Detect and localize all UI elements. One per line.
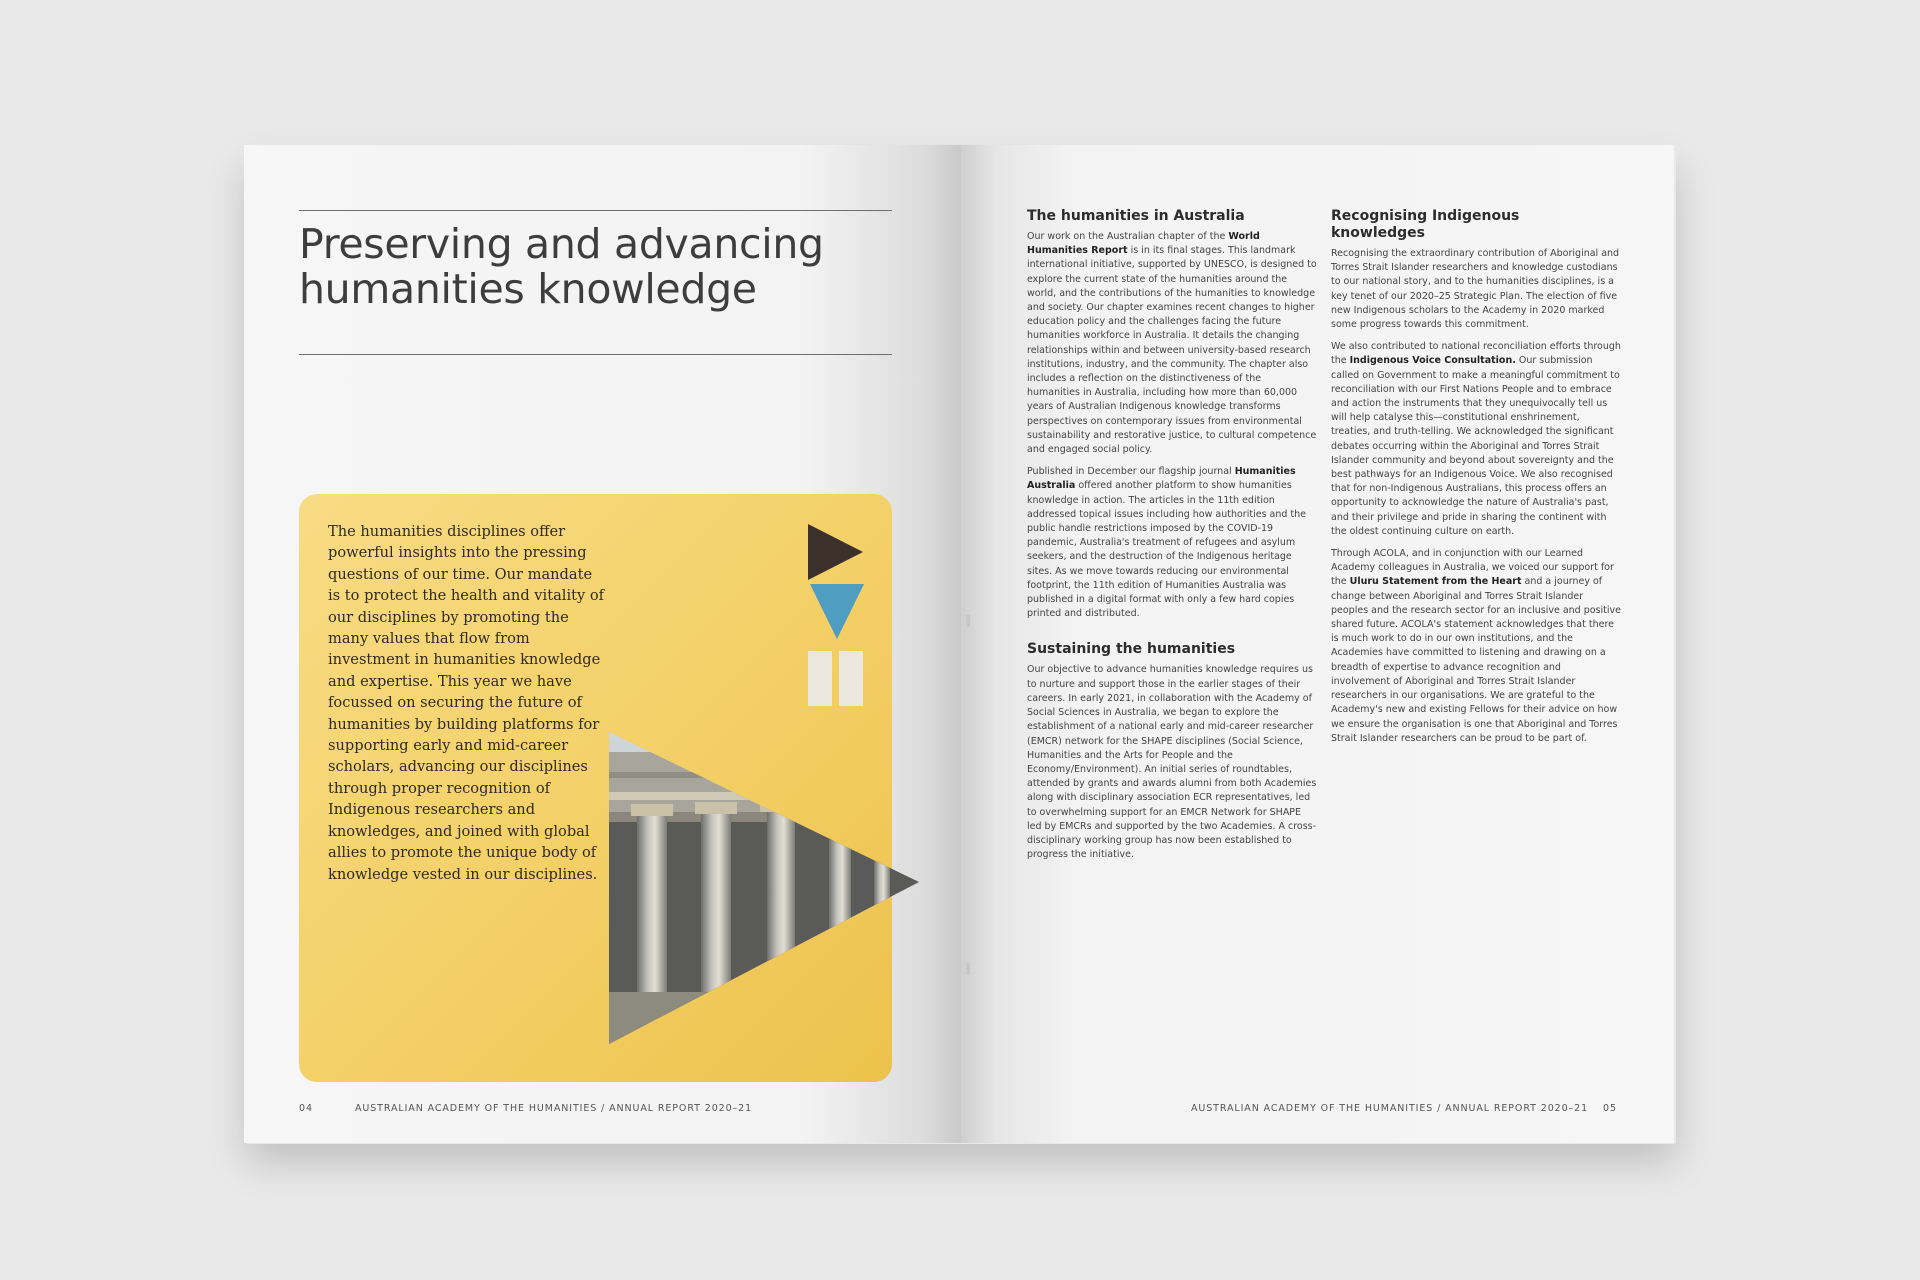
staple-bottom [966,963,970,975]
right-running-footer: AUSTRALIAN ACADEMY OF THE HUMANITIES / ANNUAL REPORT 2020–21 [1191,1103,1589,1114]
paragraph-humanities-australia-journal: Published in December our flagship journal Humanities Australia offered another platform to show humanities knowledge in action. The articles in the 11th edition addressed topical issues including how authorities and the public handle restrictions imposed by the COVID-19 pandemic, Australia's treatment of refugees and asylum seekers, and the destruction of the Indigenous heritage sites. As we move towards reducing our environmental footprint, the 11th edition of Humanities Australia was published in a digital format with only a few hard copies printed and distributed. [1027,466,1307,620]
column-right [1331,208,1621,754]
staple-top [966,615,970,627]
section-spacer [1027,629,1317,641]
paragraph-indigenous-voice: We also contributed to national reconciliation efforts through the Indigenous Voice Consultation. Our submission called on Government to make a meaningful commitment to reconciliation with our First Nations People and to embrace and action the instruments that they unequivocally tell us will help catalyse this—constitutional enshrinement, treaties, and truth-telling. We acknowledged the significant debates occurring within the Aboriginal and Torres Strait Islander community and beyond about sovereignty and the best pathways for an Indigenous Voice. We also recognised that for non-Indigenous Australians, this process offers an opportunity to acknowledge the nature of Australia's past, and their privilege and pride in sharing the continent with the oldest continuing culture on earth. [1331,341,1621,537]
paragraph-world-humanities-report: Our work on the Australian chapter of the World Humanities Report is in its final stages. This landmark international initiative, supported by UNESCO, is designed to explore the current state of the humanities around the world, and the contributions of the humanities to knowledge and society. Our chapter examines recent changes to higher education policy and the challenges facing the future humanities workforce in Australia. It details the changing relationships within and between university-based research institutions, industry, and the community. The chapter also includes a reflection on the distinctiveness of the humanities in Australia, including how more than 60,000 years of Australian Indigenous knowledge transforms perspectives on contemporary issues from environmental sustainability and restorative justice, to cultural competence and engaged social policy. [1027,231,1317,456]
heading-recognising-indigenous-knowledges: Recognising Indigenous knowledges [1331,208,1520,241]
title-line-2: humanities knowledge [299,265,757,313]
heading-sustaining-the-humanities: Sustaining the humanities [1027,641,1236,658]
paragraph-emcr-network: Our objective to advance humanities knowledge requires us to nurture and support those in the earlier stages of their careers. In early 2021, in collaboration with the Academy of Social Sciences in Australia, we began to explore the establishment of a national early and mid-career researcher (EMCR) network for the SHAPE disciplines (Social Science, Humanities and the Arts for People and the Economy/Environment). An initial series of roundtables, attended by grants and awards alumni from both Academies along with disciplinary association ECR representatives, led to overwhelming support for an EMCR Network for SHAPE led by EMCRs and supported by the two Academies. A cross-disciplinary working group has now been established to progress the initiative. [1027,664,1317,861]
down-triangle-icon [810,584,864,639]
left-running-footer: AUSTRALIAN ACADEMY OF THE HUMANITIES / ANNUAL REPORT 2020–21 [355,1103,753,1114]
left-page [244,145,961,1143]
paragraph-strategic-plan: Recognising the extraordinary contribution of Aboriginal and Torres Strait Islander researchers and knowledge custodians to our national story, and to the humanities disciplines, is a key tenet of our 2020–25 Strategic Plan. The election of five new Indigenous scholars to the Academy in 2020 marked some progress towards this commitment. [1331,248,1620,331]
parliament-house-photo-triangle [609,732,929,1044]
right-page [961,145,1674,1143]
pull-quote-text: The humanities disciplines offer powerful insights into the pressing questions of our time. Our mandate is to protect the health and vitality of our disciplines by promoting the many values that flow from investment in humanities knowledge and expertise. This year we have focussed on securing the future of humanities by building platforms for supporting early and mid-career scholars, advancing our disciplines through proper recognition of Indigenous researchers and knowledges, and joined with global allies to promote the unique body of knowledge vested in our disciplines. [328,523,605,883]
page-title [299,222,859,312]
paragraph-uluru-statement: Through ACOLA, and in conjunction with our Learned Academy colleagues in Australia, we voiced our support for the Uluru Statement from the Heart and a journey of change between Aboriginal and Torres Strait Islander peoples and the research sector for an inclusive and positive shared future. ACOLA's statement acknowledges that there is much work to do in our own institutions, and the Academies have committed to listening and drawing on a breadth of expertise to advance recognition and involvement of Aboriginal and Torres Strait Islander researchers in our organisations. We are grateful to the Academy's new and existing Fellows for their advice on how we ensure the organisation is one that Aboriginal and Torres Strait Islander researchers can be proud to be part of. [1331,548,1621,744]
play-triangle-icon [808,524,866,580]
title-top-rule [299,210,892,211]
title-line-1: Preserving and advancing [299,220,824,268]
pause-bars-icon [808,651,863,706]
right-page-number: 05 [1603,1103,1617,1114]
pull-quote-panel [299,494,892,1082]
column-left [1027,208,1317,870]
heading-humanities-in-australia: The humanities in Australia [1027,208,1245,224]
title-bottom-rule [299,354,892,355]
left-page-number: 04 [299,1103,313,1114]
